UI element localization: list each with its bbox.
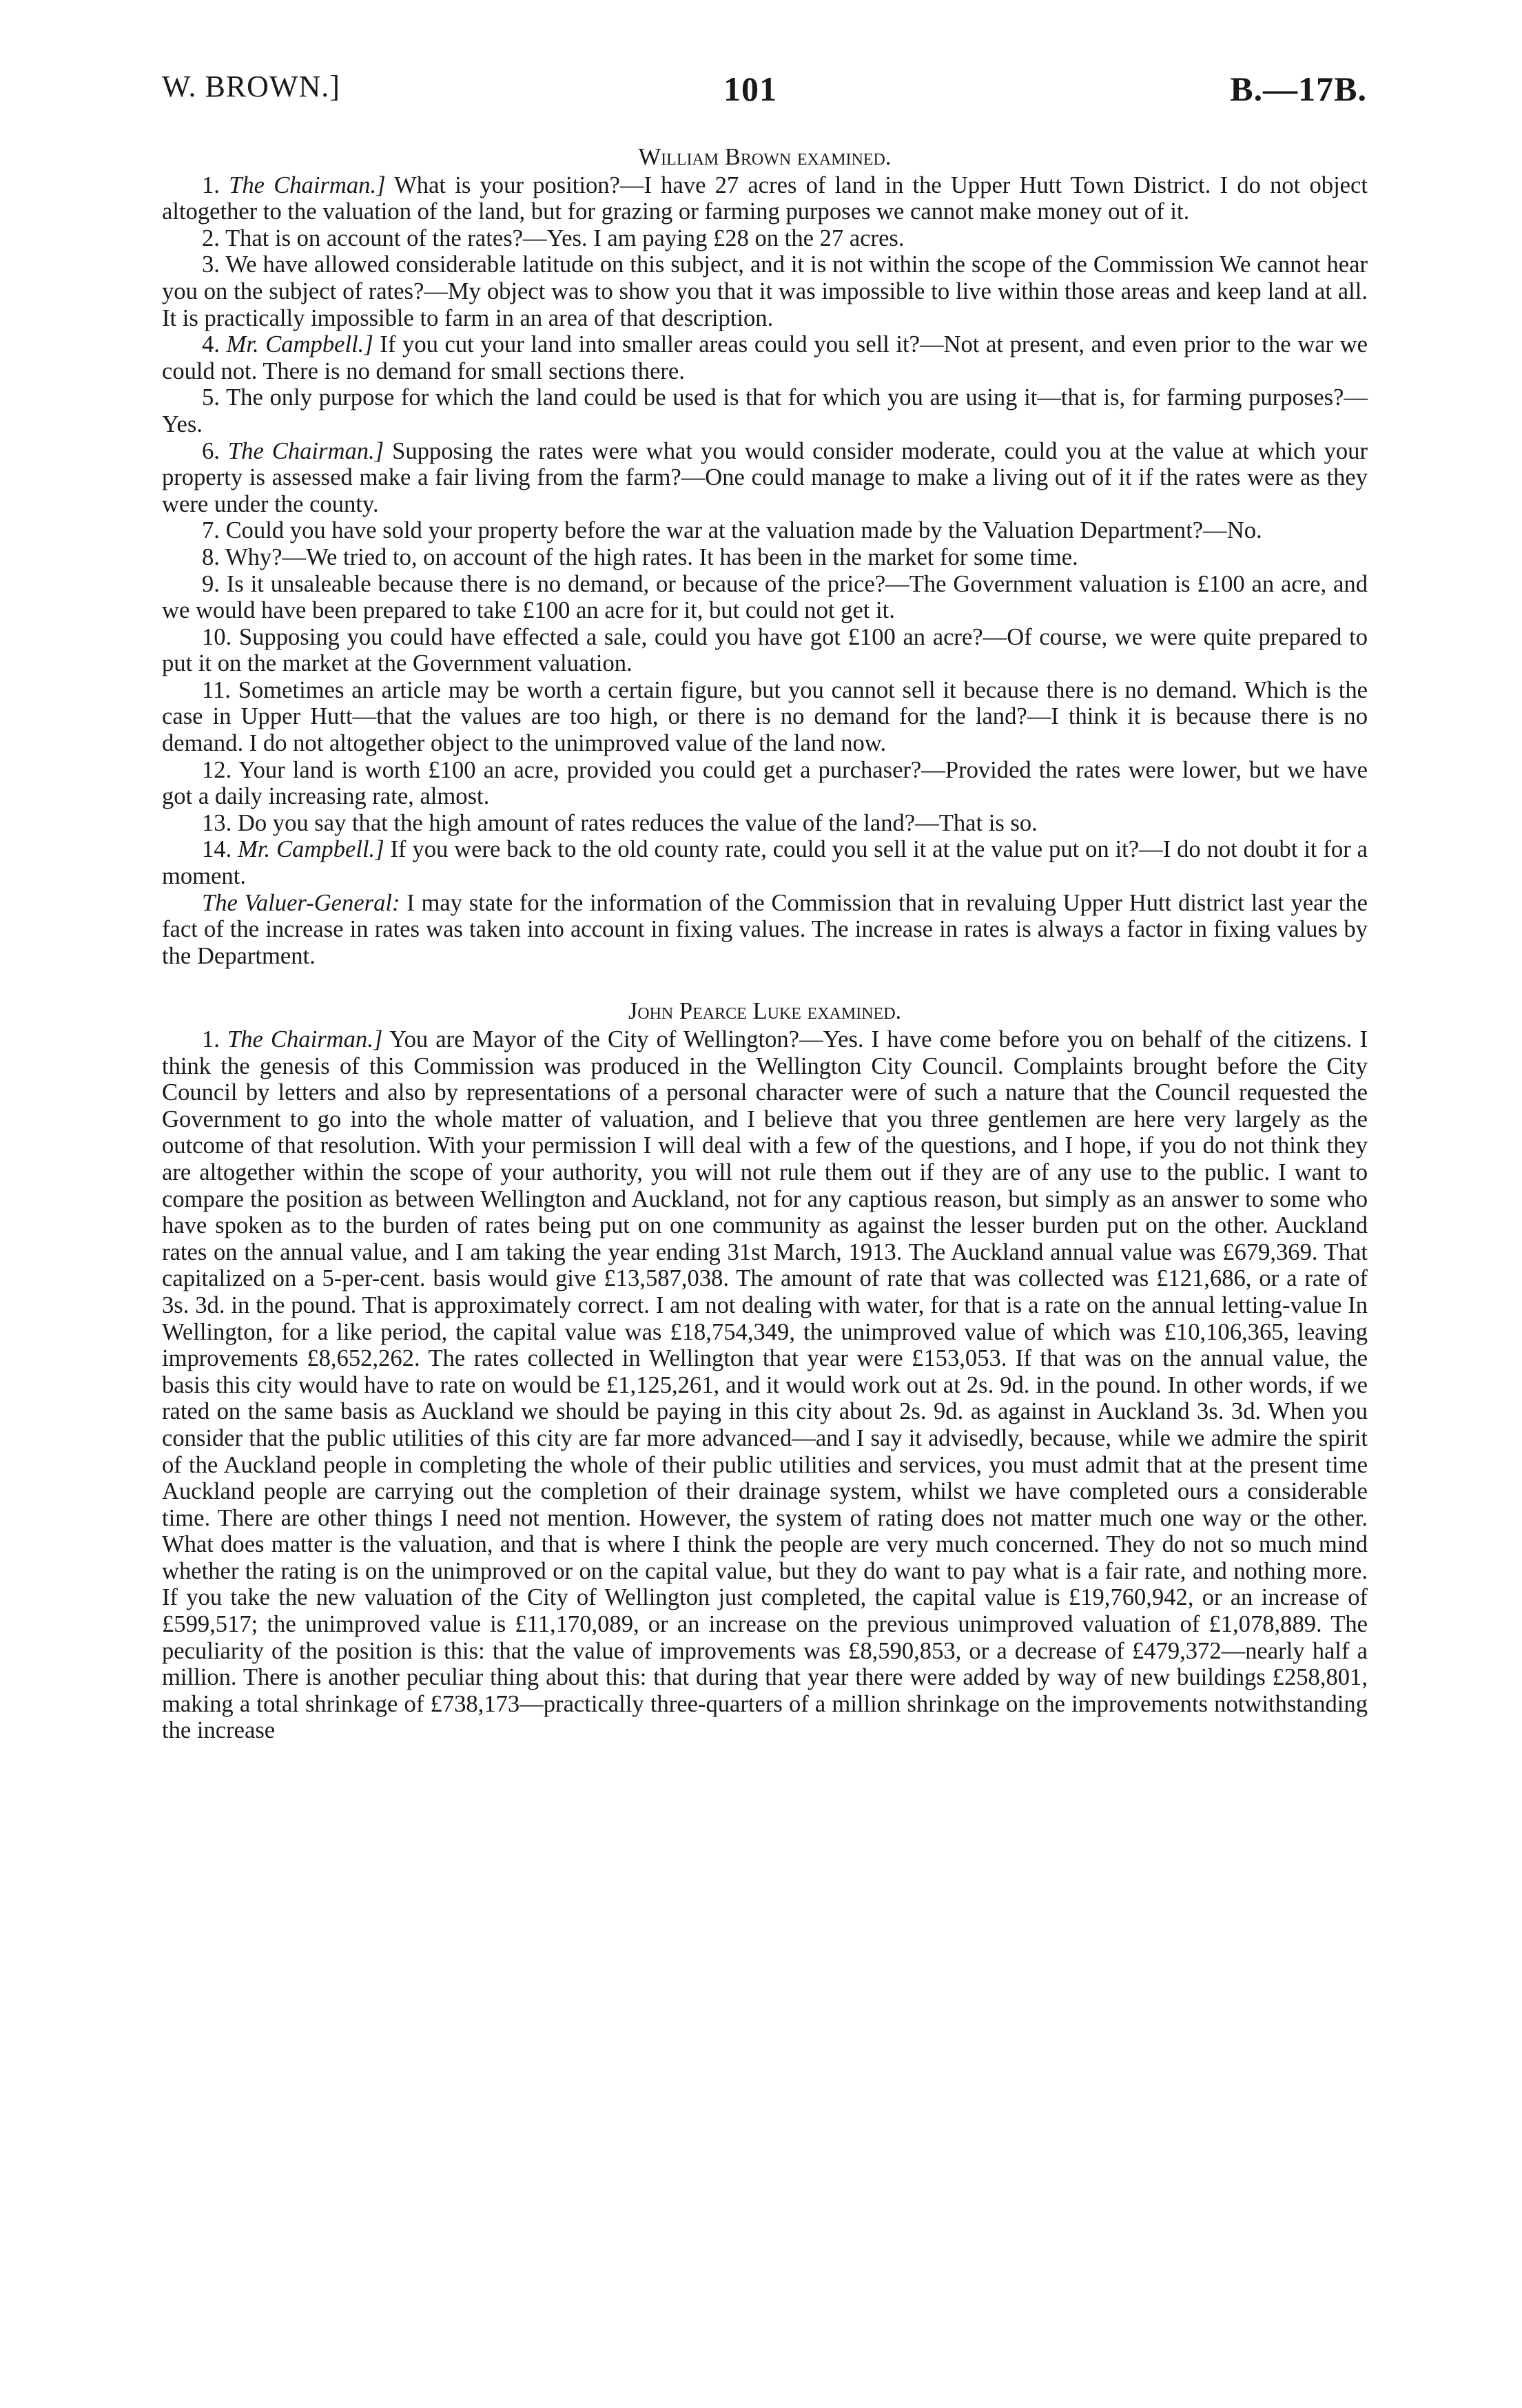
page-number: 101 (723, 70, 777, 108)
question-number: 9. (202, 570, 220, 597)
speaker-name: Mr. Campbell.] (226, 331, 373, 358)
testimony-paragraph (162, 571, 1368, 624)
testimony-paragraph (162, 836, 1368, 889)
question-number: 11. (202, 676, 231, 703)
testimony-paragraph (162, 624, 1368, 677)
testimony-text: Your land is worth £100 an acre, provided you could get a purchaser?—Provided the rates were lower, but we have got a daily increasing rate, almost. (162, 756, 1368, 810)
testimony-john-pearce-luke (162, 1026, 1368, 1744)
question-number: 7. (202, 517, 220, 544)
testimony-paragraph (162, 251, 1368, 331)
question-number: 1. (202, 172, 220, 198)
testimony-text: The only purpose for which the land could be used is that for which you are using it—that is, for farming purposes?—Yes. (162, 384, 1368, 437)
speaker-name: The Chairman.] (229, 172, 386, 198)
testimony-paragraph (162, 331, 1368, 384)
testimony-paragraph (162, 384, 1368, 437)
testimony-paragraph (162, 438, 1368, 518)
testimony-william-brown (162, 172, 1368, 970)
testimony-text: If you were back to the old county rate, could you sell it at the value put on it?—I do not doubt it for a moment. (162, 836, 1368, 890)
section-heading-john-pearce-luke: John Pearce Luke examined. (628, 998, 902, 1025)
testimony-text: Could you have sold your property before the war at the valuation made by the Valuation Department?—No. (225, 517, 1262, 544)
testimony-text: Do you say that the high amount of rates reduces the value of the land?—That is so. (237, 809, 1038, 836)
testimony-paragraph (162, 172, 1368, 225)
testimony-text: Supposing the rates were what you would consider moderate, could you at the value at which your property is assessed make a fair living from the farm?—One could manage to make a living out of it if the rates were as they were under the county. (162, 437, 1368, 517)
speaker-name: Mr. Campbell.] (238, 836, 384, 863)
speaker-name: The Chairman.] (227, 1026, 383, 1052)
question-number: 4. (202, 331, 220, 358)
testimony-paragraph (162, 677, 1368, 757)
testimony-text: Sometimes an article may be worth a certain figure, but you cannot sell it because there is no demand. Which is the case in Upper Hutt—that the values are too high, or there is no demand for the land?—I think it is because there is no demand. I do not altogether object to the unimproved value of the land now. (162, 676, 1368, 757)
question-number: 1. (202, 1026, 220, 1052)
section-heading-william-brown: William Brown examined. (638, 144, 892, 170)
testimony-text: I may state for the information of the Commission that in revaluing Upper Hutt district last year the fact of the increase in rates was taken into account in fixing values. The increase in rates is always a factor in fixing values by the Department. (162, 889, 1368, 969)
testimony-text: You are Mayor of the City of Wellington?—Yes. I have come before you on behalf of the citizens. I think the genesis of this Commission was produced in the Wellington City Council. Complaints brought before the City Council by letters and also by representations of a personal character were of such a nature that the Council requested the Government to go into the whole matter of valuation, and I believe that you three gentlemen are here very largely as the outcome of that resolution. With your permission I will deal with a few of the questions, and I hope, if you do not think they are altogether within the scope of your authority, you will not rule them out if they are of any use to the public. I want to compare the position as between Wellington and Auckland, not for any captious reason, but simply as an answer to some who have spoken as to the burden of rates being put on one community as against the lesser burden put on the other. Auckland rates on the annual value, and I am taking the year ending 31st March, 1913. The Auckland annual value was £679,369. That capitalized on a 5-per-cent. basis would give £13,587,038. The amount of rate that was collected was £121,686, or a rate of 3s. 3d. in the pound. That is approximately correct. I am not dealing with water, for that is a rate on the annual letting-value In Wellington, for a like period, the capital value was £18,754,349, the unimproved value of which was £10,106,365, leaving improvements £8,652,262. The rates collected in Wellington that year were £153,053. If that was on the annual value, the basis this city would have to rate on would be £1,125,261, and it would work out at 2s. 9d. in the pound. In other words, if we rated on the same basis as Auckland we should be paying in this city about 2s. 9d. as against in Auckland 3s. 3d. When you consider that the public utilities of this city are far more advanced—and I say it advisedly, because, while we admire the spirit of the Auckland people in completing the whole of their public utilities and services, you must admit that at the present time Auckland people are carrying out the completion of their drainage system, whilst we have completed ours a considerable time. There are other things I need not mention. However, the system of rating does not matter much one way or the other. What does matter is the valuation, and that is where I think the people are very much concerned. They do not so much mind whether the rating is on the unimproved or on the capital value, but they do want to pay what is a fair rate, and nothing more. If you take the new valuation of the City of Wellington just completed, the capital value is £19,760,942, or an increase of £599,517; the unimproved value is £11,170,089, or an increase on the previous unimproved valuation of £1,078,889. The peculiarity of the position is this: that the value of improvements was £8,590,853, or a decrease of £479,372—nearly half a million. There is another peculiar thing about this: that during that year there were added by way of new buildings £258,801, making a total shrinkage of £738,173—practically three-quarters of a million shrinkage on the improvements notwithstanding the increase (162, 1026, 1368, 1744)
speaker-name: The Valuer-General: (202, 889, 400, 916)
testimony-text: Is it unsaleable because there is no demand, or because of the price?—The Government valuation is £100 an acre, and we would have been prepared to take £100 an acre for it, but could not get it. (162, 570, 1368, 624)
page-body (162, 141, 1368, 1744)
document-reference: B.—17B. (1230, 70, 1367, 108)
question-number: 2. (202, 225, 220, 251)
testimony-paragraph (162, 810, 1368, 837)
question-number: 12. (202, 756, 232, 783)
testimony-paragraph (162, 225, 1368, 252)
question-number: 10. (202, 623, 232, 650)
testimony-text: If you cut your land into smaller areas could you sell it?—Not at present, and even prior to the war we could not. There is no demand for small sections there. (162, 331, 1368, 384)
question-number: 5. (202, 384, 220, 411)
question-number: 3. (202, 251, 220, 278)
running-header-left: W. BROWN.] (162, 70, 340, 103)
testimony-paragraph (162, 890, 1368, 970)
testimony-text: Supposing you could have effected a sale, could you have got £100 an acre?—Of course, we were quite prepared to put it on the market at the Government valuation. (162, 623, 1368, 677)
question-number: 14. (202, 836, 232, 863)
testimony-paragraph (162, 1026, 1368, 1744)
testimony-text: What is your position?—I have 27 acres of land in the Upper Hutt Town District. I do not object altogether to the valuation of the land, but for grazing or farming purposes we cannot make money out of it. (162, 172, 1368, 225)
testimony-text: Why?—We tried to, on account of the high rates. It has been in the market for some time. (225, 543, 1078, 570)
testimony-paragraph (162, 544, 1368, 571)
testimony-text: We have allowed considerable latitude on this subject, and it is not within the scope of the Commission We cannot hear you on the subject of rates?—My object was to show you that it was impossible to live within those areas and keep land at all. It is practically impossible to farm in an area of that description. (162, 251, 1368, 331)
testimony-paragraph (162, 517, 1368, 544)
testimony-paragraph (162, 757, 1368, 810)
testimony-text: That is on account of the rates?—Yes. I am paying £28 on the 27 acres. (225, 225, 905, 251)
question-number: 6. (202, 437, 220, 464)
question-number: 13. (202, 809, 232, 836)
speaker-name: The Chairman.] (227, 437, 384, 464)
question-number: 8. (202, 543, 220, 570)
